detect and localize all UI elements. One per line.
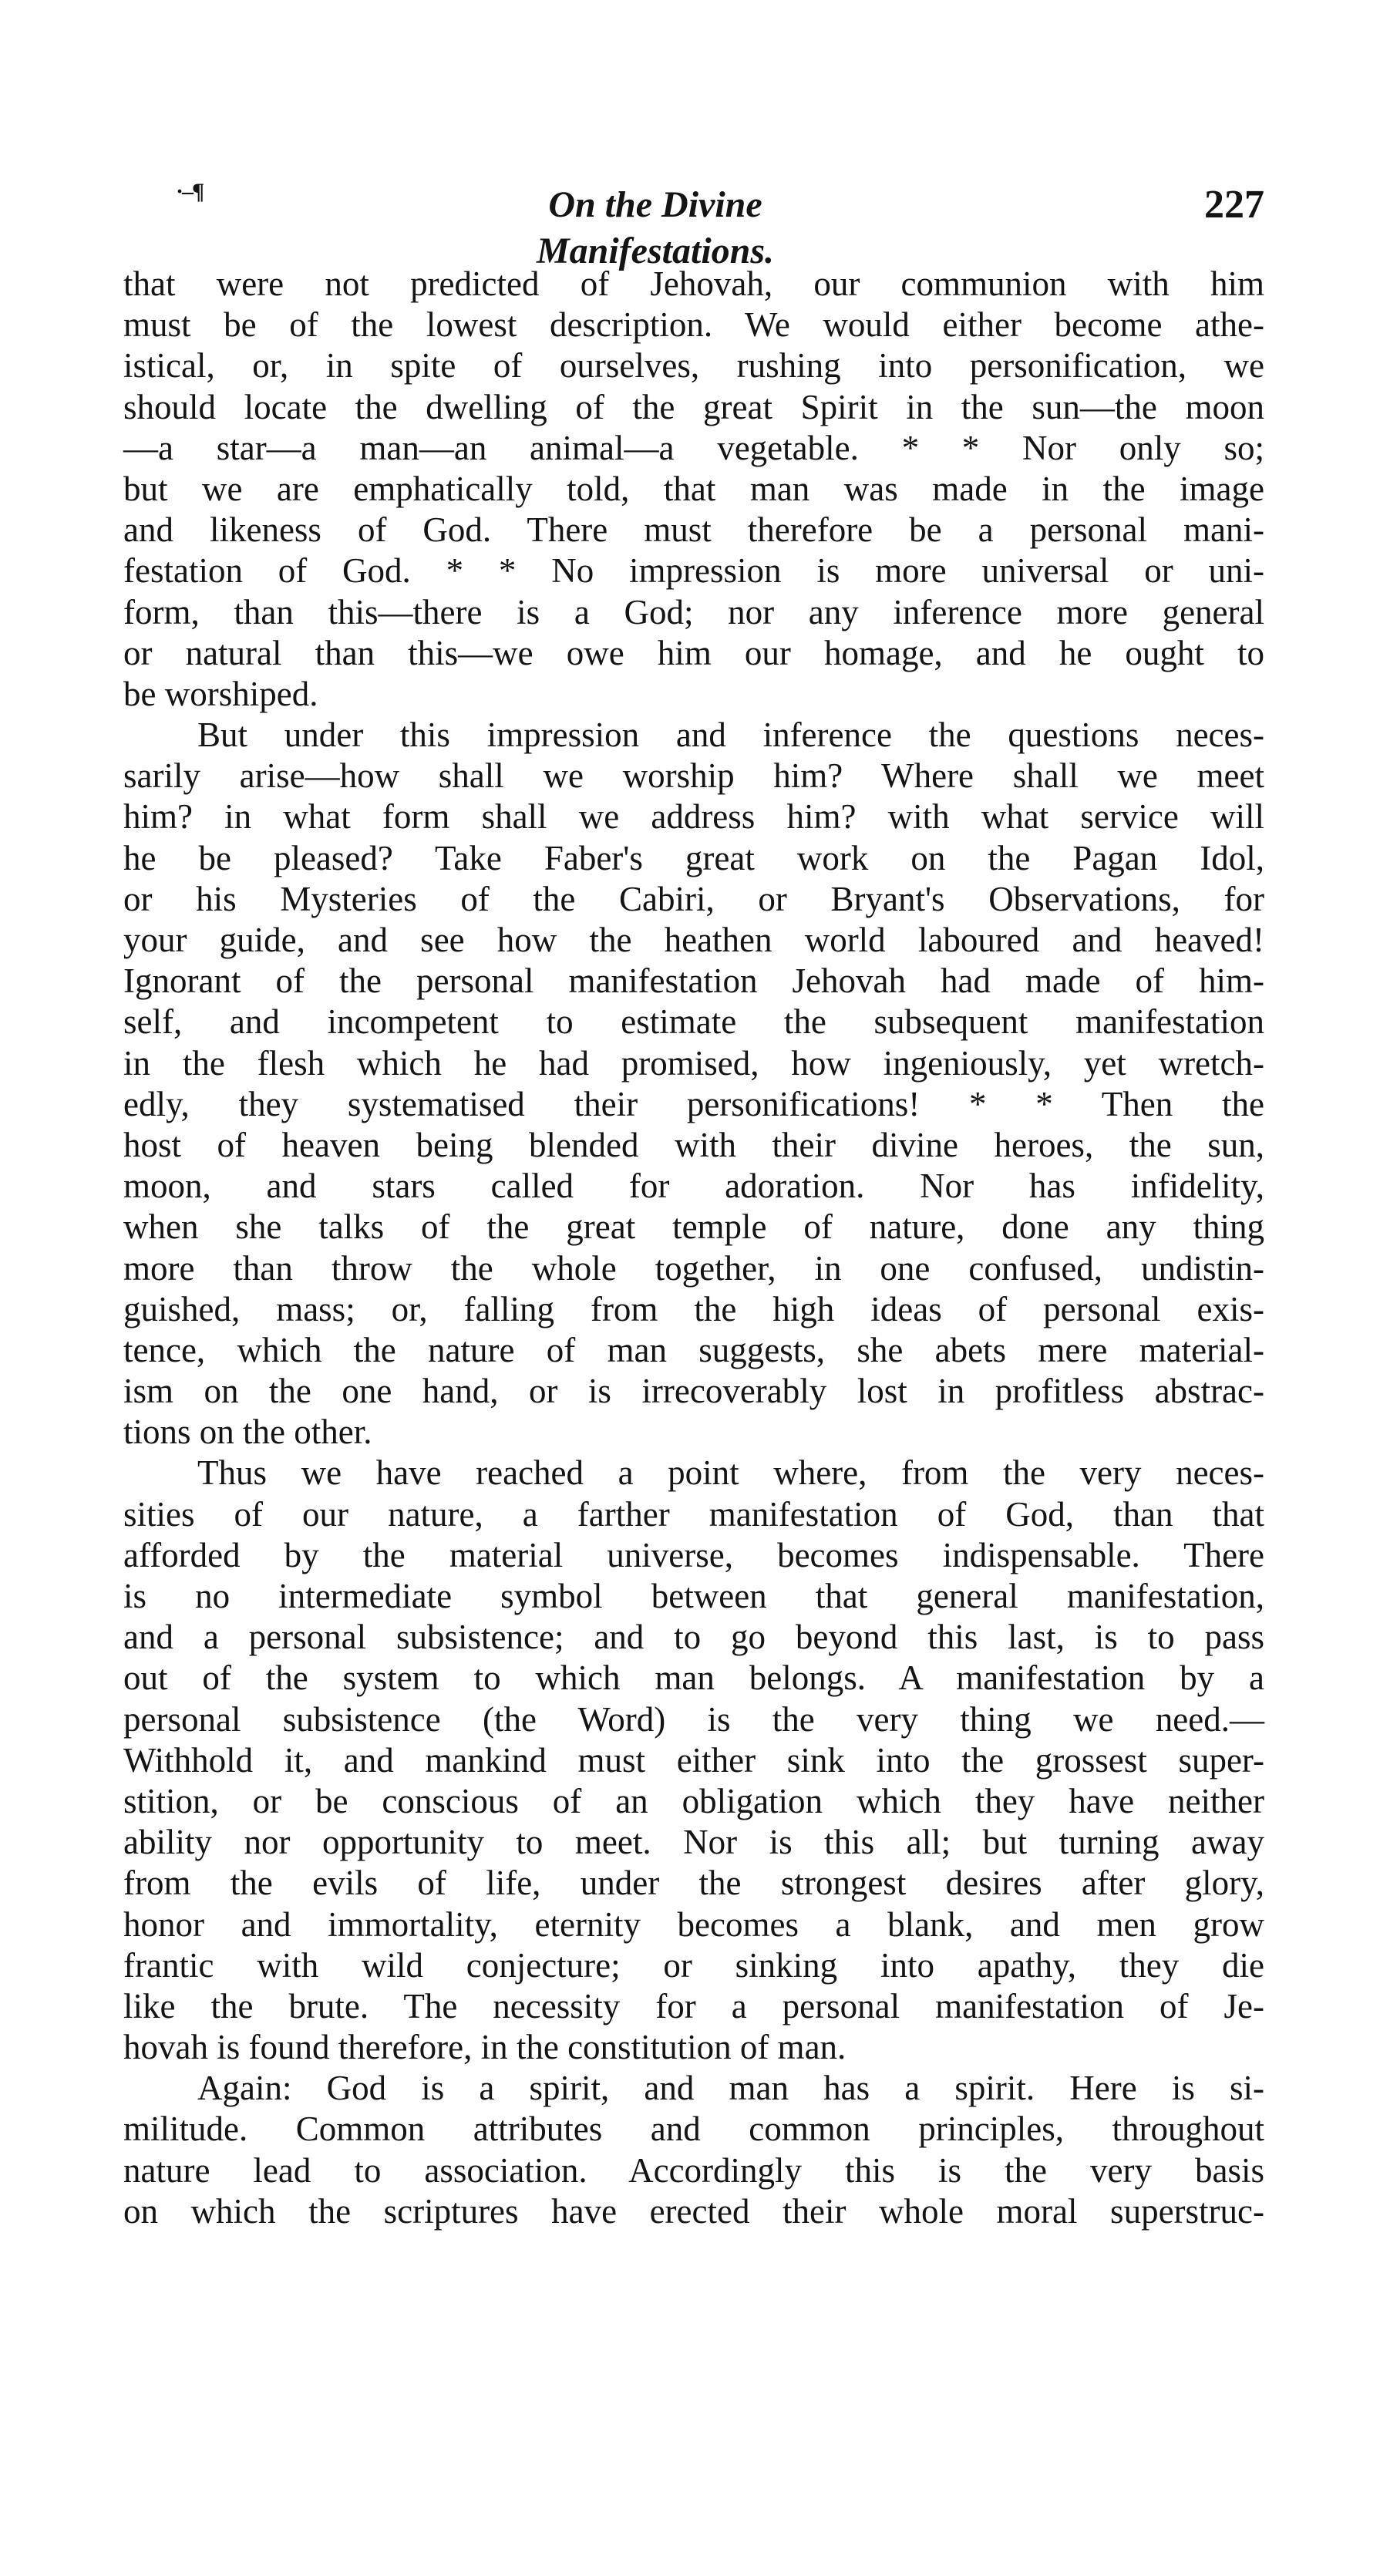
text-line: ability nor opportunity to meet. Nor is this all; but turning away — [123, 1823, 1264, 1862]
text-line: or natural than this—we owe him our homage, and he ought to — [123, 633, 1264, 672]
text-line: Again: God is a spirit, and man has a spirit. Here is si- — [197, 2069, 1264, 2108]
text-line: —a star—a man—an animal—a vegetable. * * Nor only so; — [123, 428, 1264, 467]
text-line: him? in what form shall we address him? with what service will — [123, 797, 1264, 837]
text-line: that were not predicted of Jehovah, our communion with him — [123, 264, 1264, 303]
text-line: when she talks of the great temple of nature, done any thing — [123, 1207, 1264, 1247]
text-line: tence, which the nature of man suggests, she abets mere material- — [123, 1330, 1264, 1369]
text-line: like the brute. The necessity for a personal manifestation of Je- — [123, 1986, 1264, 2025]
text-line: and likeness of God. There must therefore be a personal mani- — [123, 510, 1264, 550]
text-line: and a personal subsistence; and to go beyond this last, is to pass — [123, 1618, 1264, 1657]
running-title: On the Divine Manifestations. — [536, 184, 775, 271]
text-line: stition, or be conscious of an obligation which they have neither — [123, 1781, 1264, 1820]
text-line: festation of God. * * No impression is more universal or uni- — [123, 551, 1264, 591]
text-line: sities of our nature, a farther manifestation of God, than that — [123, 1494, 1264, 1534]
text-line: frantic with wild conjecture; or sinking into apathy, they die — [123, 1945, 1264, 1985]
text-line: Ignorant of the personal manifestation Jehovah had made of him- — [123, 961, 1264, 1001]
text-line: must be of the lowest description. We would either become athe- — [123, 305, 1264, 345]
text-line: is no intermediate symbol between that general manifestation, — [123, 1577, 1264, 1615]
text-line: from the evils of life, under the strongest desires after glory, — [123, 1864, 1264, 1903]
text-line: he be pleased? Take Faber's great work on the Pagan Idol, — [123, 838, 1264, 877]
text-line: honor and immortality, eternity becomes a blank, and men grow — [123, 1904, 1264, 1944]
text-line: form, than this—there is a God; nor any inference more general — [123, 592, 1264, 631]
text-line: be worshiped. — [123, 674, 318, 713]
text-line: on which the scriptures have erected their whole moral superstruc- — [123, 2191, 1264, 2231]
running-head — [123, 182, 1264, 271]
text-line: personal subsistence (the Word) is the very thing we need.— — [123, 1699, 1264, 1739]
text-line: moon, and stars called for adoration. Nor has infidelity, — [123, 1167, 1264, 1206]
text-line: self, and incompetent to estimate the subsequent manifestation — [123, 1002, 1264, 1042]
text-line: tions on the other. — [123, 1413, 372, 1452]
text-line: ism on the one hand, or is irrecoverably lost in profitless abstrac- — [123, 1372, 1264, 1411]
text-line: host of heaven being blended with their divine heroes, the sun, — [123, 1125, 1264, 1164]
corner-mark: ·‒¶ — [176, 179, 204, 204]
text-line: in the flesh which he had promised, how ingeniously, yet wretch- — [123, 1043, 1264, 1083]
text-line: or his Mysteries of the Cabiri, or Bryant's Observations, for — [123, 879, 1264, 918]
text-line: hovah is found therefore, in the constitution of man. — [123, 2028, 847, 2067]
text-line: Withhold it, and mankind must either sink into the grossest super- — [123, 1740, 1264, 1780]
text-line: Thus we have reached a point where, from the very neces- — [197, 1453, 1264, 1493]
text-line: guished, mass; or, falling from the high ideas of personal exis- — [123, 1289, 1264, 1328]
text-line: but we are emphatically told, that man was made in the image — [123, 469, 1264, 508]
text-line: should locate the dwelling of the great Spirit in the sun—the moon — [123, 387, 1264, 426]
text-line: out of the system to which man belongs. A manifestation by a — [123, 1658, 1264, 1698]
text-line: edly, they systematised their personifications! * * Then the — [123, 1084, 1264, 1123]
text-line: your guide, and see how the heathen world laboured and heaved! — [123, 921, 1264, 959]
body-text — [123, 264, 1264, 2232]
text-line: afforded by the material universe, becomes indispensable. There — [123, 1535, 1264, 1574]
text-line: militude. Common attributes and common principles, throughout — [123, 2110, 1264, 2149]
text-line: sarily arise—how shall we worship him? Where shall we meet — [123, 756, 1264, 796]
page-number: 227 — [1204, 183, 1264, 227]
text-line: But under this impression and inference the questions neces- — [197, 716, 1264, 755]
text-line: nature lead to association. Accordingly this is the very basis — [123, 2150, 1264, 2190]
text-line: istical, or, in spite of ourselves, rushing into personification, we — [123, 346, 1264, 386]
text-line: more than throw the whole together, in one confused, undistin- — [123, 1248, 1264, 1288]
